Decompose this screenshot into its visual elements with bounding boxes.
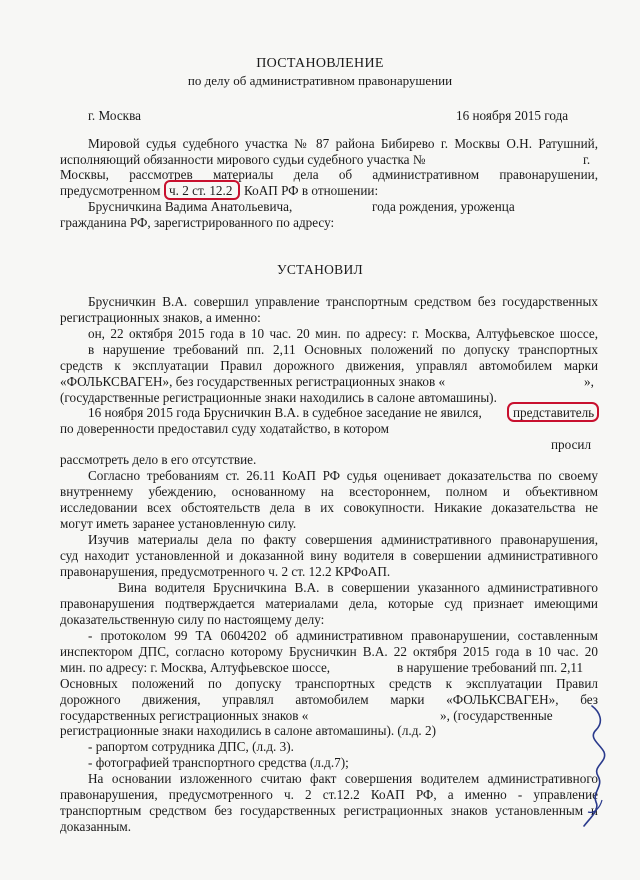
body-line: доказанным. [60, 819, 132, 834]
body-line: мин. по адресу: г. Москва, Алтуфьевское шоссе, [60, 660, 331, 675]
representative-highlight-box [507, 402, 599, 422]
body-line: доказательственную силу по настоящему делу: [60, 612, 325, 627]
document-date: 16 ноября 2015 года [456, 108, 569, 123]
body-line: Изучив материалы дела по факту совершения административного правонарушения, [88, 532, 598, 547]
body-line: », (государственные [440, 708, 553, 723]
representative-word: представитель [513, 405, 595, 420]
body-line: Брусничкин В.А. совершил управление транспортным средством без государственных [88, 294, 598, 309]
body-line: Согласно требованиям ст. 26.11 КоАП РФ судья оценивает доказательства по своему [88, 468, 598, 483]
intro-line-2-end: г. [583, 152, 591, 167]
birth-info: года рождения, уроженца [372, 199, 515, 214]
body-line: средств к эксплуатации Правил дорожного движения, управлял автомобилем марки [60, 358, 598, 373]
section-title: УСТАНОВИЛ [277, 262, 363, 277]
body-line: Вина водителя Брусничкина В.А. в совершении указанного административного [118, 580, 598, 595]
body-line: правонарушения, предусмотренного ч. 2 ст.12.2 КоАП РФ, а именно - управление [60, 787, 598, 802]
body-line: - протоколом 99 ТА 0604202 об административном правонарушении, составленным [88, 628, 598, 643]
city: г. Москва [88, 108, 141, 123]
body-line: транспортным средством без государственных регистрационных знаков установленным и [60, 803, 598, 818]
body-line: На основании изложенного считаю факт совершения водителем административного [88, 771, 598, 786]
body-line: внутреннему убеждению, основанному на всестороннем, полном и объективном [60, 484, 598, 499]
body-line: регистрационные знаки находились в салоне автомашины). (л.д. 2) [60, 723, 436, 738]
body-line: просил [551, 437, 592, 452]
intro-line-2: исполняющий обязанности мирового судьи судебного участка № [60, 152, 426, 167]
body-line: он, 22 октября 2015 года в 10 час. 20 мин. по адресу: г. Москва, Алтуфьевское шоссе, [88, 326, 598, 341]
body-line: исследовании всех обстоятельств дела в их совокупности. Никакие доказательства не [60, 500, 598, 515]
body-line: - фотографией транспортного средства (л.д.7); [88, 755, 349, 770]
body-line: », [584, 374, 594, 389]
defendant-name: Брусничкина Вадима Анатольевича, [88, 199, 293, 214]
body-line: Основных положений по допуску транспортных средств к эксплуатации Правил [60, 676, 598, 691]
body-line: в нарушение требований пп. 2,11 [397, 660, 584, 675]
article-highlight-box [164, 180, 240, 200]
document-title: ПОСТАНОВЛЕНИЕ [256, 56, 384, 71]
document-subtitle: по делу об административном правонарушении [187, 73, 453, 88]
body-line: по доверенности предоставил суду ходатайство, в котором [60, 421, 389, 436]
intro-line-3: Москвы, рассмотрев материалы дела об административном правонарушении, [60, 167, 598, 182]
intro-line-4-end: КоАП РФ в отношении: [244, 183, 379, 198]
body-line: могут иметь заранее установленную силу. [60, 516, 297, 531]
body-line: государственных регистрационных знаков « [60, 708, 309, 723]
body-line: инспектором ДПС, согласно которому Брусничкин В.А. 22 октября 2015 года в 10 час. 20 [60, 644, 598, 659]
body-line: 16 ноября 2015 года Брусничкин В.А. в судебное заседание не явился, [88, 405, 482, 420]
body-line: (государственные регистрационные знаки находились в салоне автомашины). [60, 390, 497, 405]
body-line: в нарушение требований пп. 2,11 Основных положений по допуску транспортных [88, 342, 598, 357]
article-reference: ч. 2 ст. 12.2 [169, 183, 233, 198]
body-line: правонарушения, предусмотренного ч. 2 ст. 12.2 КРФоАП. [60, 564, 391, 579]
body-line: суд находит установленной и доказанной вину водителя в совершении административного [60, 548, 598, 563]
citizenship-address: гражданина РФ, зарегистрированного по адресу: [60, 215, 335, 230]
body-line: регистрационных знаков, а именно: [60, 310, 261, 325]
body-line: «ФОЛЬКСВАГЕН», без государственных регистрационных знаков « [60, 374, 446, 389]
intro-line-1: Мировой судья судебного участка № 87 района Бибирево г. Москвы О.Н. Ратушний, [88, 136, 598, 151]
body-line: - рапортом сотрудника ДПС, (л.д. 3). [88, 739, 294, 754]
intro-line-4: предусмотренном [60, 183, 161, 198]
body-line: правонарушения подтверждается материалами дела, которые суд признает имеющими [60, 596, 598, 611]
body-line: рассмотреть дело в его отсутствие. [60, 452, 257, 467]
body-line: дорожного движения, управлял автомобилем марки «ФОЛЬКСВАГЕН», без [60, 692, 598, 707]
pen-mark-signature [570, 700, 620, 840]
